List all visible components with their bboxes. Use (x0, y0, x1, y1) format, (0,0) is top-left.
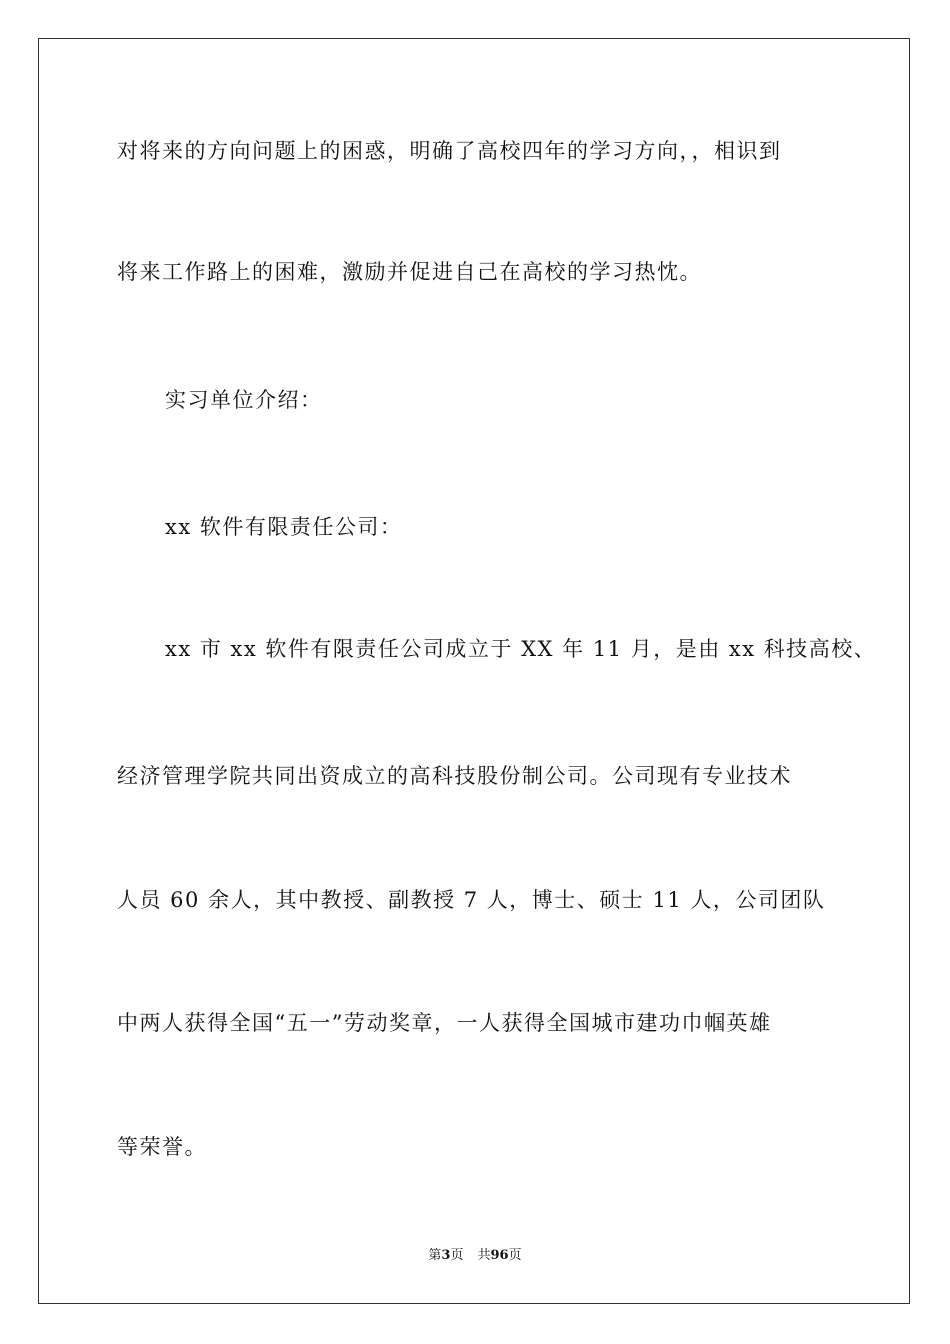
page-frame (38, 38, 910, 1304)
footer-total-prefix: 共 (477, 1248, 491, 1263)
paragraph-line-7: 人员 60 余人，其中教授、副教授 7 人，博士、硕士 11 人，公司团队 (117, 888, 826, 912)
page-footer (0, 1247, 950, 1265)
paragraph-line-6: 经济管理学院共同出资成立的高科技股份制公司。公司现有专业技术 (117, 764, 792, 788)
footer-page-suffix: 页 (450, 1248, 464, 1263)
company-name-heading: xx 软件有限责任公司： (165, 515, 403, 539)
section-heading-internship-unit: 实习单位介绍： (165, 388, 323, 412)
paragraph-line-5: xx 市 xx 软件有限责任公司成立于 XX 年 11 月，是由 xx 科技高校、 (165, 637, 877, 661)
paragraph-line-9: 等荣誉。 (117, 1135, 207, 1159)
footer-total-suffix: 页 (508, 1248, 522, 1263)
footer-page-number: 3 (441, 1248, 451, 1263)
footer-page-prefix: 第 (428, 1248, 442, 1263)
paragraph-line-8: 中两人获得全国“五一”劳动奖章，一人获得全国城市建功巾帼英雄 (117, 1011, 772, 1035)
paragraph-line-2: 将来工作路上的困难，激励并促进自己在高校的学习热忱。 (117, 260, 702, 284)
footer-total-pages: 96 (490, 1248, 509, 1263)
paragraph-line-1: 对将来的方向问题上的困惑，明确了高校四年的学习方向，，相识到 (117, 139, 782, 163)
